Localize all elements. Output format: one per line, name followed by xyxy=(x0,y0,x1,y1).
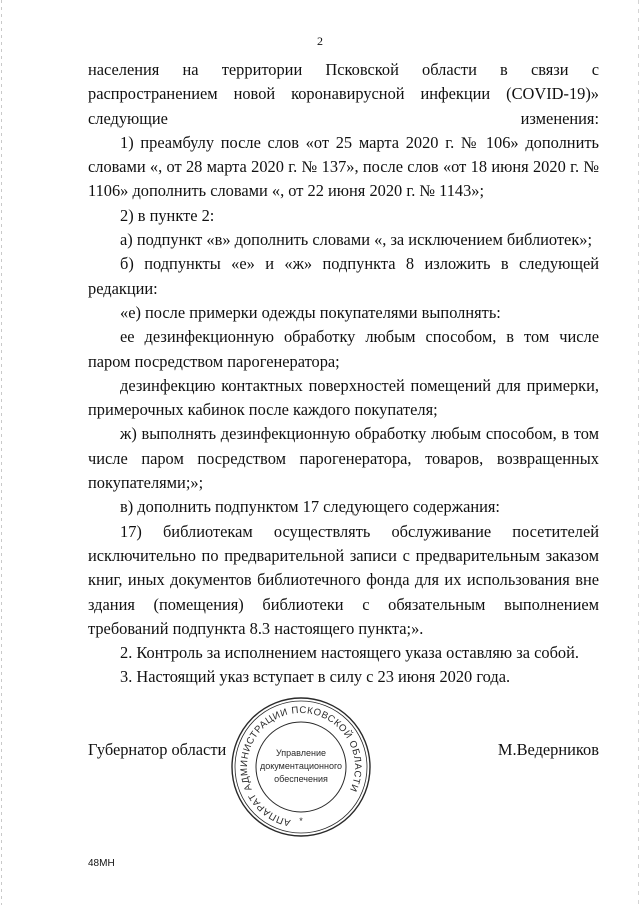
scan-edge-right xyxy=(638,0,639,905)
paragraph-subitem-v: в) дополнить подпунктом 17 следующего содержания: xyxy=(120,497,500,517)
paragraph-item-e-1: ее дезинфекционную обработку любым способом, в том числе паром посредством парогенератора; xyxy=(88,327,599,371)
page-number: 2 xyxy=(317,34,323,48)
document-body xyxy=(88,58,599,690)
paragraph-item-e-2: дезинфекцию контактных поверхностей помещений для примерки, примерочных кабинок после каждого покупателя; xyxy=(88,375,599,420)
seal-star-icon: * xyxy=(299,816,303,826)
seal-center-line-1: Управление xyxy=(275,748,327,758)
paragraph-subitem-b: б) подпункты «е» и «ж» подпункта 8 изложить в следующей редакции: xyxy=(88,254,599,298)
paragraph-amendment-1: 1) преамбулу после слов «от 25 марта 2020 г. № 106» дополнить словами «, от 28 марта 2020 г. № 137», после слов «от 18 июня 2020 г. № 1106» дополнить словами «, от 22 июня 2020 г. № 1143»; xyxy=(88,132,599,201)
footer-code: 48МН xyxy=(88,858,115,869)
official-seal xyxy=(228,694,374,840)
paragraph-point-3: 3. Настоящий указ вступает в силу с 23 июня 2020 года. xyxy=(120,667,511,687)
signer-position: Губернатор области xyxy=(88,740,227,759)
paragraph-item-zh: ж) выполнять дезинфекционную обработку любым способом, в том числе паром посредством парогенератора, товаров, возвращенных покупателями;»; xyxy=(88,424,599,493)
seal-center-line-2: документационного xyxy=(259,761,343,771)
seal-center-line-3: обеспечения xyxy=(274,774,328,784)
seal-ring-text: АППАРАТ АДМИНИСТРАЦИИ ПСКОВСКОЙ ОБЛАСТИ xyxy=(238,704,364,828)
signer-name: М.Ведерников xyxy=(497,740,599,759)
paragraph-subitem-a: а) подпункт «в» дополнить словами «, за исключением библиотек»; xyxy=(120,230,593,250)
scan-edge-left xyxy=(1,0,2,905)
paragraph-amendment-2: 2) в пункте 2: xyxy=(120,205,215,225)
paragraph-point-2: 2. Контроль за исполнением настоящего указа оставляю за собой. xyxy=(120,643,579,663)
paragraph-item-17: 17) библиотекам осуществлять обслуживание посетителей исключительно по предварительной записи с предварительным заказом книг, иных документов библиотечного фонда для их использования вне здания (помещения) библиотеки с обязательным выполнением требований подпункта 8.3 настоящего пункта;». xyxy=(88,521,599,638)
paragraph-continuation: населения на территории Псковской области в связи с распространением новой коронавирусной инфекции (COVID-19)» следующие изменения: xyxy=(88,60,599,128)
paragraph-item-e: «е) после примерки одежды покупателями выполнять: xyxy=(120,302,501,322)
